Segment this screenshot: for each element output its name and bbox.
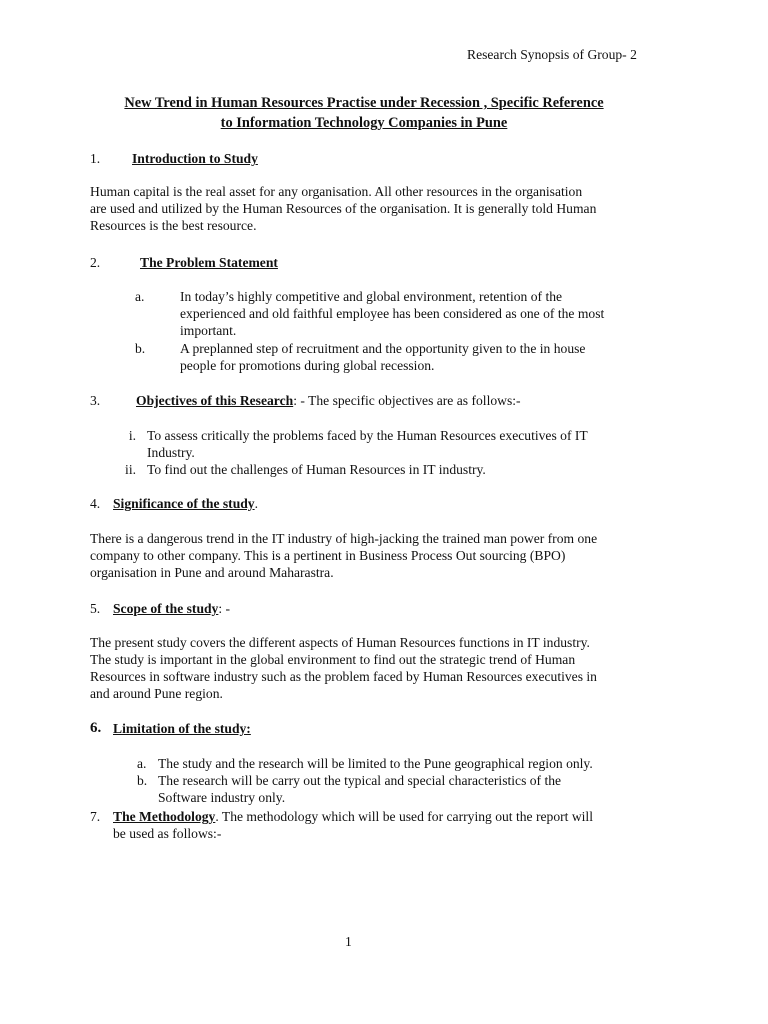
section-3-heading-tail: : - The specific objectives are as follows:- [293, 393, 521, 408]
paragraph-line: and around Pune region. [90, 686, 223, 701]
section-5-number: 5. [90, 601, 101, 616]
list-item-line: To find out the challenges of Human Resources in IT industry. [147, 462, 486, 477]
paragraph-line: There is a dangerous trend in the IT industry of high-jacking the trained man power from one [90, 531, 598, 546]
section-4-heading-tail: . [254, 496, 259, 511]
paragraph-line: Resources in software industry such as the problem faced by Human Resources executives in [90, 669, 597, 684]
list-item-line: In today’s highly competitive and global environment, retention of the [180, 289, 563, 304]
section-3-number: 3. [90, 393, 101, 408]
section-6-heading: Limitation of the study: [113, 721, 251, 736]
paragraph-line: The study is important in the global environment to find out the strategic trend of Human [90, 652, 576, 667]
section-5-heading: Scope of the study [113, 601, 219, 616]
paragraph-line: company to other company. This is a pertinent in Business Process Out sourcing (BPO) [90, 548, 566, 563]
section-4-paragraph [90, 530, 660, 581]
list-marker: b. [135, 341, 146, 356]
section-7-line-1 [113, 808, 673, 825]
section-2-heading: The Problem Statement [140, 255, 278, 270]
list-item [180, 288, 660, 339]
list-marker: a. [135, 289, 145, 304]
list-item-line: people for promotions during global recession. [180, 358, 435, 373]
list-item-line: experienced and old faithful employee has been considered as one of the most [180, 306, 605, 321]
list-item-line: important. [180, 323, 237, 338]
list-marker: ii. [125, 462, 136, 477]
section-2-number: 2. [90, 255, 101, 270]
section-7-heading-tail: . The methodology which will be used for carrying out the report will [215, 809, 593, 824]
section-7-number: 7. [90, 809, 101, 824]
paragraph-line: organisation in Pune and around Maharastra. [90, 565, 334, 580]
list-item-line: The study and the research will be limited to the Pune geographical region only. [158, 756, 593, 771]
section-3-heading: Objectives of this Research [136, 393, 294, 408]
section-4-heading: Significance of the study [113, 496, 255, 511]
section-4-heading-line [113, 495, 258, 512]
list-marker: i. [128, 428, 136, 443]
section-5-paragraph [90, 634, 660, 702]
page-number: 1 [345, 934, 352, 949]
section-5-heading-line [113, 600, 230, 617]
title-line-2: to Information Technology Companies in Pune [220, 115, 508, 131]
paragraph-line: The present study covers the different aspects of Human Resources functions in IT industry. [90, 635, 590, 650]
section-1-number: 1. [90, 151, 101, 166]
list-item-line: Software industry only. [158, 790, 286, 805]
list-marker: a. [137, 756, 147, 771]
section-1-heading: Introduction to Study [132, 151, 258, 166]
section-7-heading: The Methodology [113, 809, 216, 824]
paragraph-line: are used and utilized by the Human Resources of the organisation. It is generally told Human [90, 201, 597, 216]
list-item [158, 772, 658, 806]
list-item [180, 340, 660, 374]
paragraph-line: Resources is the best resource. [90, 218, 257, 233]
document-title [60, 93, 668, 133]
list-item-line: Industry. [147, 445, 195, 460]
list-item [147, 427, 647, 461]
section-7-line-2: be used as follows:- [113, 826, 222, 841]
list-item-line: A preplanned step of recruitment and the opportunity given to the in house [180, 341, 586, 356]
section-7-text [113, 808, 673, 842]
section-3-heading-line [136, 392, 521, 409]
title-line-1: New Trend in Human Resources Practise under Recession , Specific Reference [124, 95, 604, 111]
section-1-paragraph [90, 183, 660, 234]
section-5-heading-tail: : - [218, 601, 231, 616]
section-4-number: 4. [90, 496, 101, 511]
list-item-line: To assess critically the problems faced by the Human Resources executives of IT [147, 428, 588, 443]
list-marker: b. [137, 773, 148, 788]
list-item [158, 755, 658, 772]
running-header: Research Synopsis of Group- 2 [467, 47, 637, 62]
section-6-number: 6. [90, 720, 102, 736]
paragraph-line: Human capital is the real asset for any organisation. All other resources in the organisation [90, 184, 583, 199]
list-item [147, 461, 647, 478]
list-item-line: The research will be carry out the typical and special characteristics of the [158, 773, 562, 788]
